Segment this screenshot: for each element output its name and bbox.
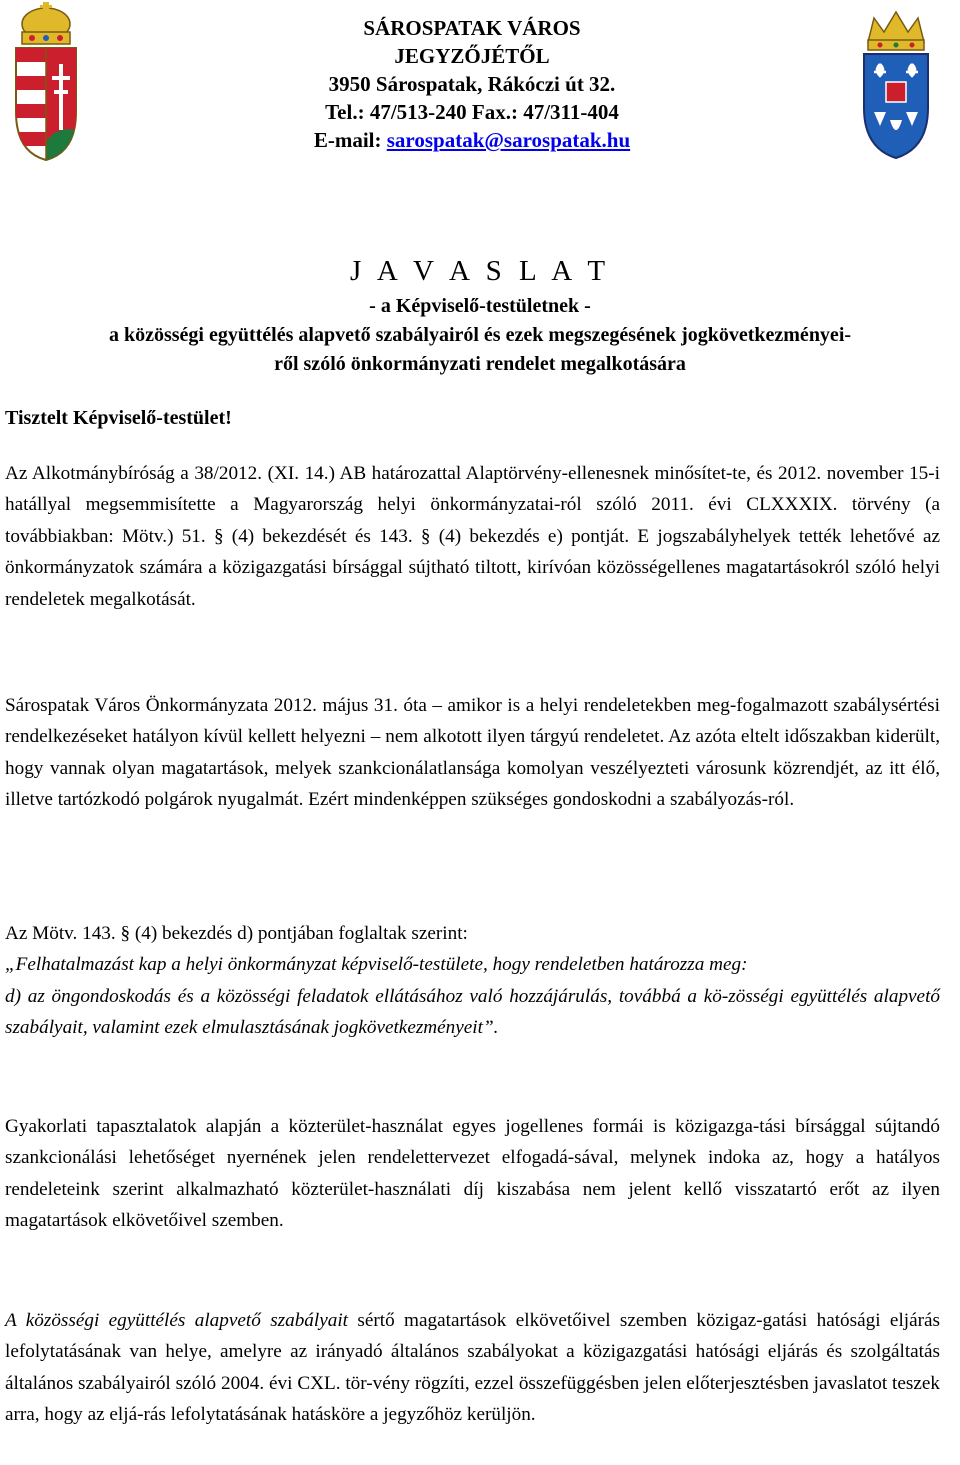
- paragraph-5-italic: A közösségi együttélés alapvető szabályait: [5, 1310, 349, 1331]
- sarospatak-coat-of-arms-icon: [860, 8, 932, 160]
- proposal-title-block: [0, 252, 960, 379]
- subject-line-2: ről szóló önkormányzati rendelet megalkotására: [274, 353, 686, 375]
- paragraph-3-quote-1: „Felhatalmazást kap a helyi önkormányzat képviselő-testülete, hogy rendeletben határozza meg:: [5, 954, 748, 976]
- paragraph-5: [5, 1305, 940, 1431]
- paragraph-2: Sárospatak Város Önkormányzata 2012. május 31. óta – amikor is a helyi rendeletekben meg-fogalmazott szabálysértési rendelkezéseket hatályon kívül kellett helyezni – nem alkotott ilyen tárgyú rendeletet. Az azóta eltelt időszakban kiderült, hogy vannak olyan magatartások, melyek szankcionálatlansága komolyan veszélyezteti városunk közrendjét, az itt élő, illetve tartózkodó polgárok nyugalmát. Ezért mindenképpen szükséges gondoskodni a szabályozás-ról.: [5, 695, 940, 811]
- letterhead: [0, 0, 960, 170]
- paragraph-3-intro: Az Mötv. 143. § (4) bekezdés d) pontjában foglaltak szerint:: [5, 923, 468, 944]
- issuer-line-1: SÁROSPATAK VÁROS: [363, 16, 581, 40]
- paragraph-4: Gyakorlati tapasztalatok alapján a közterület-használat egyes jogellenes formái is közigazga-tási bírsággal sújtandó szankcionálási lehetőséget nyernének jelen rendelettervezet elfogadá-sával, melynek indoka az, hogy a hatályos rendeleteink szerint alkalmazható közterület-használati díj kiszabása nem jelent kellő visszatartó erőt az ilyen magatartások elkövetőivel szemben.: [5, 1116, 940, 1232]
- paragraph-3-quote-2: d) az öngondoskodás és a közösségi feladatok ellátásához való hozzájárulás, továbbá a kö-zösségi együttélés alapvető szabályait, valamint ezek elmulasztásának jogkövetkezményeit”.: [5, 985, 940, 1039]
- addressee-line: - a Képviselő-testületnek -: [369, 295, 591, 317]
- letterhead-text: [200, 14, 744, 154]
- paragraph-3: [5, 918, 940, 1044]
- issuer-line-2: JEGYZŐJÉTŐL: [394, 44, 550, 68]
- issuer-phone: Tel.: 47/513-240 Fax.: 47/311-404: [325, 100, 619, 124]
- issuer-address: 3950 Sárospatak, Rákóczi út 32.: [328, 72, 616, 96]
- email-label: E-mail:: [313, 128, 387, 152]
- salutation: Tisztelt Képviselő-testület!: [5, 407, 232, 429]
- email-link[interactable]: sarospatak@sarospatak.hu: [386, 128, 631, 152]
- paragraph-5-rest: sértő magatartások elkövetőivel szemben közigaz-gatási hatósági eljárás lefolytatásának van helye, amelyre az irányadó általános szabályokat a közigazgatási hatósági eljárás és szolgáltatás általános szabályairól szóló 2004. évi CXL. tör-vény rögzíti, ezzel összefüggésben jelen előterjesztésben javaslatot teszek arra, hogy az eljá-rás lefolytatásának hatásköre a jegyzőhöz kerüljön.: [5, 1310, 940, 1426]
- hungary-coat-of-arms-icon: [10, 2, 82, 162]
- paragraph-1: Az Alkotmánybíróság a 38/2012. (XI. 14.) AB határozattal Alaptörvény-ellenesnek minősítet-te, és 2012. november 15-i hatállyal megsemmisítette a Magyarország helyi önkormányzatai-ról szóló 2011. évi CLXXXIX. törvény (a továbbiakban: Mötv.) 51. § (4) bekezdését és 143. § (4) bekezdés e) pontját. E jogszabályhelyek tették lehetővé az önkormányzatok számára a közigazgatási bírsággal sújtható tiltott, kirívóan közösségellenes magatartásokról szóló helyi rendeletek megalkotását.: [5, 463, 940, 610]
- issuer-email-line: [200, 126, 744, 154]
- proposal-title: J A V A S L A T: [349, 255, 611, 287]
- subject-line-1: a közösségi együttélés alapvető szabályairól és ezek megszegésének jogkövetkezményei-: [108, 324, 852, 346]
